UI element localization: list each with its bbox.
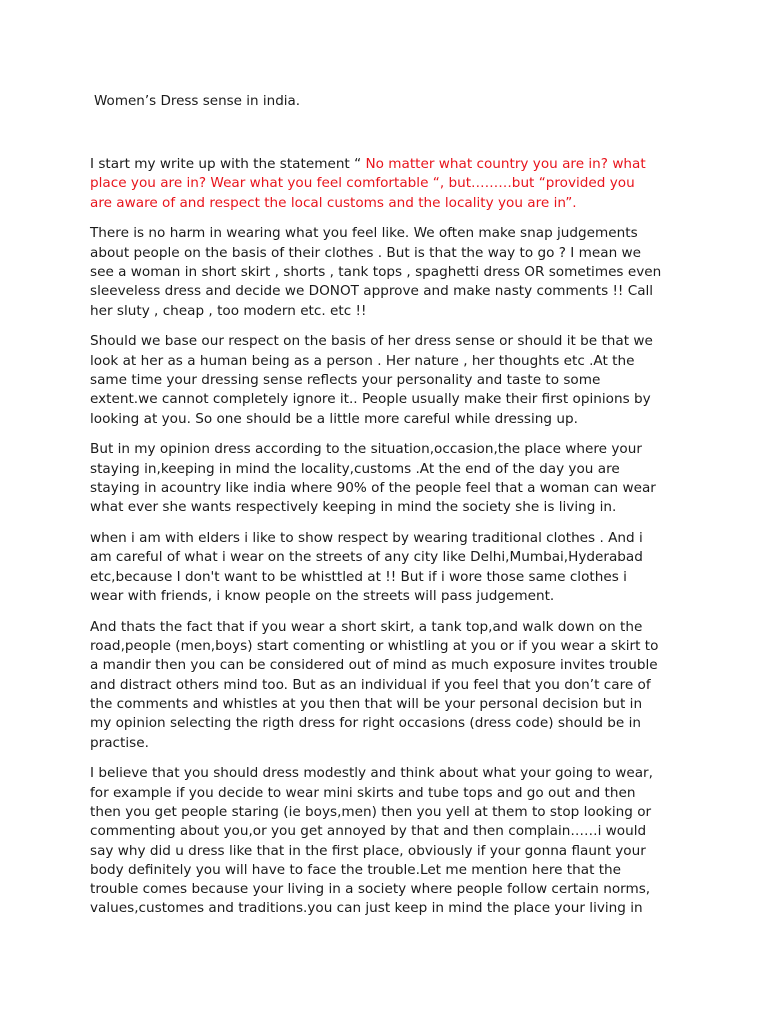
document-title: Women’s Dress sense in india.: [94, 93, 301, 109]
body-paragraph-2: Should we base our respect on the basis of her dress sense or should it be that we look at her as a human being as a person . Her nature , her thoughts etc .At the same time your dressing sense reflects your personality and taste to some extent.we cannot completely ignore it.. People usually make their first opinions by looking at you. So one should be a little more careful while dressing up.: [90, 333, 653, 427]
body-paragraph-4: when i am with elders i like to show respect by wearing traditional clothes . And i am careful of what i wear on the streets of any city like Delhi,Mumbai,Hyderabad etc,because I don't want to be whisttled at !! But if i wore those same clothes i wear with friends, i know people on the streets will pass judgement.: [90, 530, 643, 604]
body-paragraph-5: And thats the fact that if you wear a short skirt, a tank top,and walk down on the road,people (men,boys) start comenting or whistling at you or if you wear a skirt to a mandir then you can be considered out of mind as much exposure invites trouble and distract others mind too. But as an individual if you feel that you don’t care of the comments and whistles at you then that will be your personal decision but in my opinion selecting the rigth dress for right occasions (dress code) should be in practise.: [90, 618, 659, 751]
body-paragraph-6: I believe that you should dress modestly and think about what your going to wear, for example if you decide to wear mini skirts and tube tops and go out and then then you get people staring (ie boys,men) then you yell at them to stop looking or commenting about you,or you get annoyed by that and then complain……i would say why did u dress like that in the first place, obviously if your gonna flaunt your body definitely you will have to face the trouble.Let me mention here that the trouble comes because your living in a society where people follow certain norms, values,customes and traditions.you can just keep in mind the place your living in: [90, 765, 653, 917]
highlighted-quote: No matter what country you are in? what place you are in? Wear what you feel comfortable “, but………but “provided you are aware of and respect the local customs and the locality you are in”.: [90, 156, 646, 211]
intro-lead-text: I start my write up with the statement “: [90, 156, 366, 172]
body-paragraph-3: But in my opinion dress according to the situation,occasion,the place where your staying in,keeping in mind the locality,customs .At the end of the day you are staying in acountry like india where 90% of the people feel that a woman can wear what ever she wants respectively keeping in mind the society she is living in.: [90, 441, 656, 516]
document-body: [90, 155, 680, 930]
body-paragraph-1: There is no harm in wearing what you feel like. We often make snap judgements about people on the basis of their clothes . But is that the way to go ? I mean we see a woman in short skirt , shorts , tank tops , spaghetti dress OR sometimes even sleeveless dress and decide we DONOT approve and make nasty comments !! Call her sluty , cheap , too modern etc. etc !!: [90, 225, 662, 319]
intro-paragraph: [90, 155, 680, 213]
